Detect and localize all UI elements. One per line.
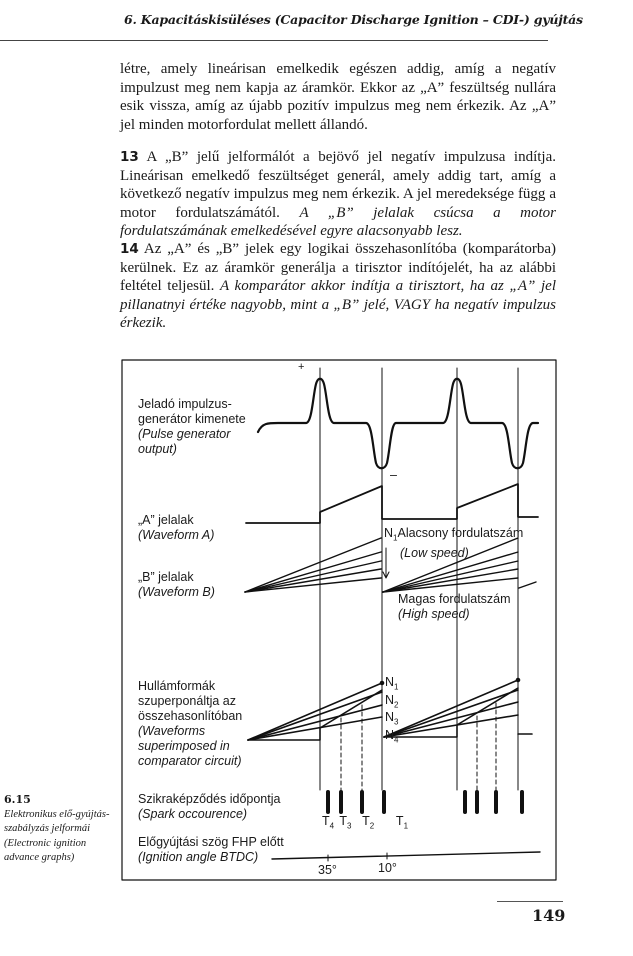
- caption-en: (Electronic ignition advance graphs): [4, 837, 87, 863]
- ignition-angle-en: (Ignition angle BTDC): [138, 850, 259, 864]
- waveform-a-label-en: (Waveform A): [138, 528, 215, 542]
- high-speed-hu: Magas fordulatszám: [398, 592, 511, 606]
- n1-marker: N: [384, 526, 394, 540]
- superimposed-label-en: superimposed in: [138, 739, 230, 753]
- paragraph-number: 14: [120, 241, 139, 257]
- low-speed-hu: Alacsony fordulatszám: [397, 526, 524, 540]
- page-number: 149: [532, 906, 566, 925]
- pulse-label-en: (Pulse generator: [138, 427, 231, 441]
- waveform-b-label-hu: „B” jelalak: [138, 570, 194, 584]
- high-speed-label: [398, 592, 511, 622]
- ignition-angle-hu: Előgyújtási szög FHP előtt: [138, 835, 284, 849]
- superimposed-label-hu: összehasonlítóban: [138, 709, 243, 723]
- angle-10-tick: 10°: [378, 861, 397, 875]
- ignition-angle-axis: [272, 852, 540, 859]
- high-speed-en: (High speed): [398, 607, 470, 621]
- superimposed-label: [138, 679, 242, 769]
- waveform-b-label: [138, 570, 215, 600]
- figure-caption: [4, 793, 116, 866]
- speed-curve-labels: [385, 676, 398, 746]
- ignition-angle-label: [138, 835, 284, 865]
- curve-n1: $N_1$: [385, 675, 399, 692]
- superimposed-label-en: comparator circuit): [138, 754, 242, 768]
- waveform-a-label: [138, 513, 214, 543]
- curve-n2: $N_2$: [385, 692, 399, 709]
- curve-n3: $N_3$: [385, 710, 399, 727]
- low-speed-label: $N_1Alacsony$ fordulatszám (Low speed): [384, 526, 524, 560]
- spark-markers: [328, 792, 522, 812]
- minus-label: –: [390, 468, 397, 482]
- angle-35-tick: 35°: [318, 863, 337, 877]
- pulse-label-en: output): [138, 442, 177, 456]
- spark-time-labels: $T_4$ $T_3$ $T_2$ $T_1$: [322, 814, 409, 831]
- pulse-label-hu: Jeladó impulzus-: [138, 397, 232, 411]
- footer-rule: [497, 901, 563, 902]
- superimposed-label-hu: Hullámformák: [138, 679, 216, 693]
- figure-number: 6.15: [4, 793, 31, 806]
- pulse-label-hu: generátor kimenete: [138, 412, 246, 426]
- paragraph-text: Az „A” és „B” jelek egy logikai összehasonlítóba (komparátorba) kerülnek. Ez az áramkör generálja a tirisztor indítójelét, ha az alábbi feltétel teljesül.: [120, 241, 556, 295]
- paragraph-text: létre, amely lineárisan emelkedik egészen addig, amíg a negatív impulzust meg nem kapja az áramkör. Ekkor az „A” feszültség nullára esik vissza, amíg az újabb pozitív impulzus meg nem érkezik. Az „A” jel minden motorfordulat mellett állandó.: [120, 61, 556, 133]
- paragraph-emphasis: A „B” jelalak csúcsa a motor fordulatszámának emelkedésével egyre alacsonyabb lesz.: [120, 204, 556, 240]
- spark-label-en: (Spark occourence): [138, 807, 248, 821]
- superimposed-label-hu: szuperponáltja az: [138, 694, 236, 708]
- superimposed-label-en: (Waveforms: [138, 724, 206, 738]
- spark-label-hu: Szikraképződés időpontja: [138, 792, 281, 806]
- waveform-b-label-en: (Waveform B): [138, 585, 215, 599]
- paragraph-text: A „B” jelű jelformálót a bejövő jel negatív impulzusa indítja. Lineárisan emelkedő feszültséget generál, amely addig tart, amíg a következő negatív impulzus meg nem érkezik. A jel meredeksége függ a motor fordulatszámától.: [120, 149, 556, 221]
- low-speed-en: (Low speed): [400, 545, 469, 560]
- waveform-a-label-hu: „A” jelalak: [138, 513, 194, 527]
- pulse-waveform: [258, 379, 538, 469]
- pulse-label: [138, 397, 246, 457]
- paragraph-number: 13: [120, 149, 139, 165]
- running-header: 6. Kapacitáskisüléses (Capacitor Discharge Ignition – CDI-) gyújtás: [124, 12, 583, 27]
- curve-n4: $N_4$: [385, 727, 399, 744]
- caption-hu: Elektronikus elő-gyújtás-szabályzás jelformái: [4, 808, 110, 834]
- plus-label: +: [298, 361, 305, 373]
- spark-label: [138, 792, 280, 822]
- paragraph-emphasis: A komparátor akkor indítja a tirisztort, ha az „A” jel pillanatnyi értéke nagyobb, mint a „B” jelé, VAGY ha negatív impulzus érkezik.: [120, 278, 556, 332]
- waveform-a: [246, 484, 538, 523]
